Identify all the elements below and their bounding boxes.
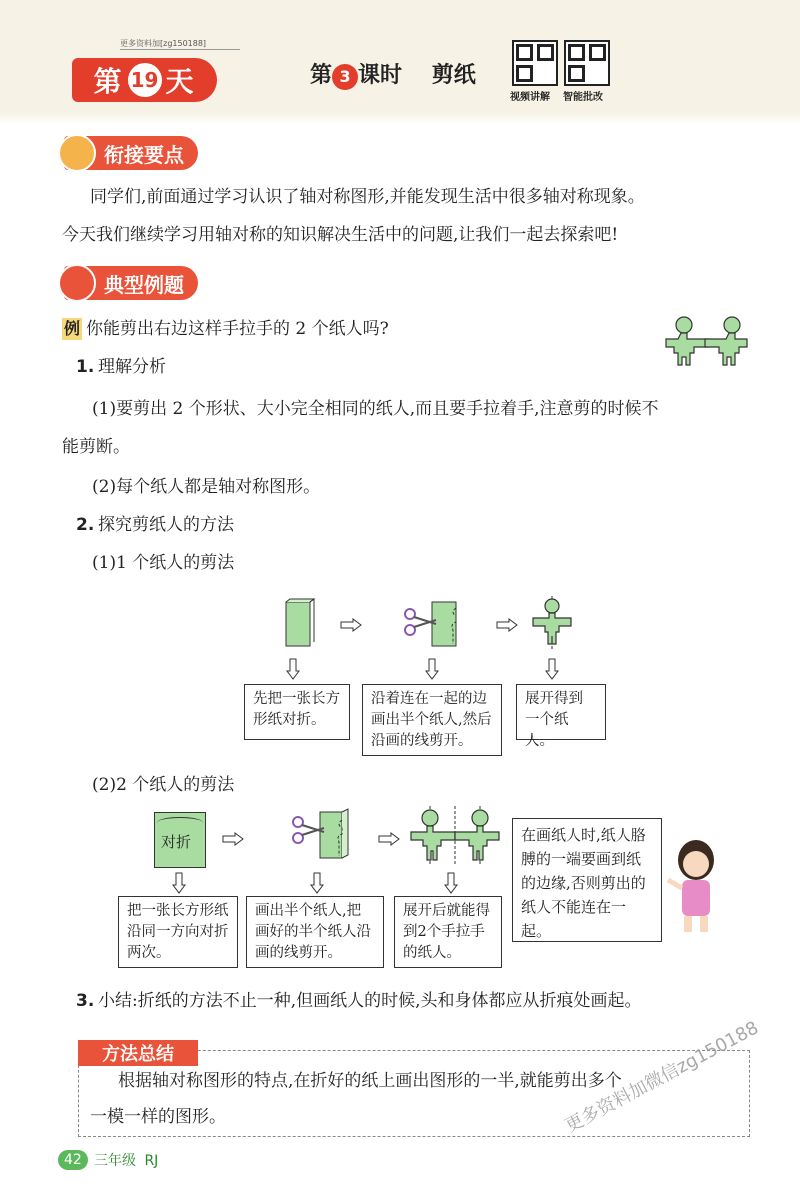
- girl-character-image: [664, 838, 724, 934]
- two-paper-people-cut-image: [406, 806, 504, 866]
- step2-title: 探究剪纸人的方法: [98, 515, 234, 535]
- qr-code-grading[interactable]: [564, 40, 610, 86]
- section-example-title: 典型例题: [104, 272, 184, 297]
- example-tag: 例: [63, 319, 80, 338]
- arrow-down-icon: [172, 872, 186, 894]
- single-paper-person-image: [528, 596, 576, 650]
- arrow-down-icon: [444, 872, 458, 894]
- day-prefix: 第: [93, 65, 124, 98]
- arrow-down-icon: [545, 658, 559, 680]
- monkey-icon: [58, 134, 96, 172]
- arrow-right-icon: [222, 832, 244, 846]
- day-number: 19: [128, 63, 162, 97]
- scissors-cutting-double-image: [290, 808, 360, 864]
- bag-icon: [58, 264, 96, 302]
- grade-label: 三年级: [94, 1153, 136, 1169]
- arrow-down-icon: [425, 658, 439, 680]
- step-box-two-people: 展开后就能得到2个手拉手的纸人。: [394, 896, 502, 968]
- arrow-right-icon: [378, 832, 400, 846]
- method-line-2: 一模一样的图形。: [90, 1107, 226, 1127]
- method-summary-tag: 方法总结: [78, 1040, 198, 1066]
- arrow-down-icon: [286, 658, 300, 680]
- double-folded-paper-image: [154, 812, 206, 868]
- step-box-fold: 先把一张长方形纸对折。: [244, 684, 350, 740]
- lesson-name: 剪纸: [431, 63, 476, 88]
- two-paper-people-image: [660, 315, 756, 367]
- arrow-right-icon: [340, 618, 362, 632]
- page-number: 42: [58, 1150, 88, 1170]
- day-suffix: 天: [165, 65, 196, 98]
- step1-point2: (2)每个纸人都是轴对称图形。: [92, 477, 321, 497]
- step2-part1-title: (1)1 个纸人的剪法: [92, 553, 235, 573]
- step1-point1-line2: 能剪断。: [62, 437, 130, 457]
- step-box-fold-twice: 把一张长方形纸沿同一方向对折两次。: [118, 896, 238, 968]
- step3-summary: 小结:折纸的方法不止一种,但画纸人的时候,头和身体都应从折痕处画起。: [98, 991, 642, 1011]
- step2-part2-title: (2)2 个纸人的剪法: [92, 775, 235, 795]
- edition-label: RJ: [144, 1153, 159, 1169]
- step-box-unfold: 展开得到一个纸人。: [516, 684, 606, 740]
- step1-title: 理解分析: [98, 357, 166, 377]
- example-question: 你能剪出右边这样手拉手的 2 个纸人吗?: [86, 319, 389, 339]
- tip-speech-bubble: 在画纸人时,纸人胳膊的一端要画到纸的边缘,否则剪出的纸人不能连在一起。: [512, 818, 662, 942]
- arrow-down-icon: [310, 872, 324, 894]
- qr-code-video[interactable]: [512, 40, 558, 86]
- qr-grading-label: 智能批改: [563, 92, 603, 103]
- day-badge: [72, 58, 217, 102]
- step-box-draw-cut: 沿着连在一起的边画出半个纸人,然后沿画的线剪开。: [362, 684, 502, 756]
- header-tiny-text: 更多资料加[zg150188]: [120, 38, 240, 50]
- fold-label: 对折: [161, 833, 192, 851]
- intro-line-1: 同学们,前面通过学习认识了轴对称图形,并能发现生活中很多轴对称现象。: [90, 187, 645, 207]
- lesson-title: [310, 58, 476, 90]
- scissors-cutting-image: [400, 598, 470, 650]
- method-line-1: 根据轴对称图形的特点,在折好的纸上画出图形的一半,就能剪出多个: [118, 1071, 622, 1091]
- folded-paper-image: [280, 598, 320, 648]
- step3-number: 3.: [76, 991, 95, 1011]
- qr-video-label: 视频讲解: [510, 92, 550, 103]
- section-connection-title: 衔接要点: [104, 142, 184, 167]
- step-box-draw-half: 画出半个纸人,把画好的半个纸人沿画的线剪开。: [246, 896, 384, 968]
- step2-number: 2.: [76, 515, 95, 535]
- lesson-suffix: 课时: [358, 63, 403, 88]
- step1-number: 1.: [76, 357, 95, 377]
- lesson-prefix: 第: [310, 63, 333, 88]
- step1-point1-line1: (1)要剪出 2 个形状、大小完全相同的纸人,而且要手拉着手,注意剪的时候不: [92, 399, 659, 419]
- intro-line-2: 今天我们继续学习用轴对称的知识解决生活中的问题,让我们一起去探索吧!: [62, 225, 619, 245]
- watermark-text: 更多资料加微信zg150188: [561, 1017, 763, 1138]
- lesson-number: 3: [332, 64, 358, 90]
- arrow-right-icon: [496, 618, 518, 632]
- header-fade: [0, 112, 800, 124]
- page-grade: [94, 1150, 158, 1170]
